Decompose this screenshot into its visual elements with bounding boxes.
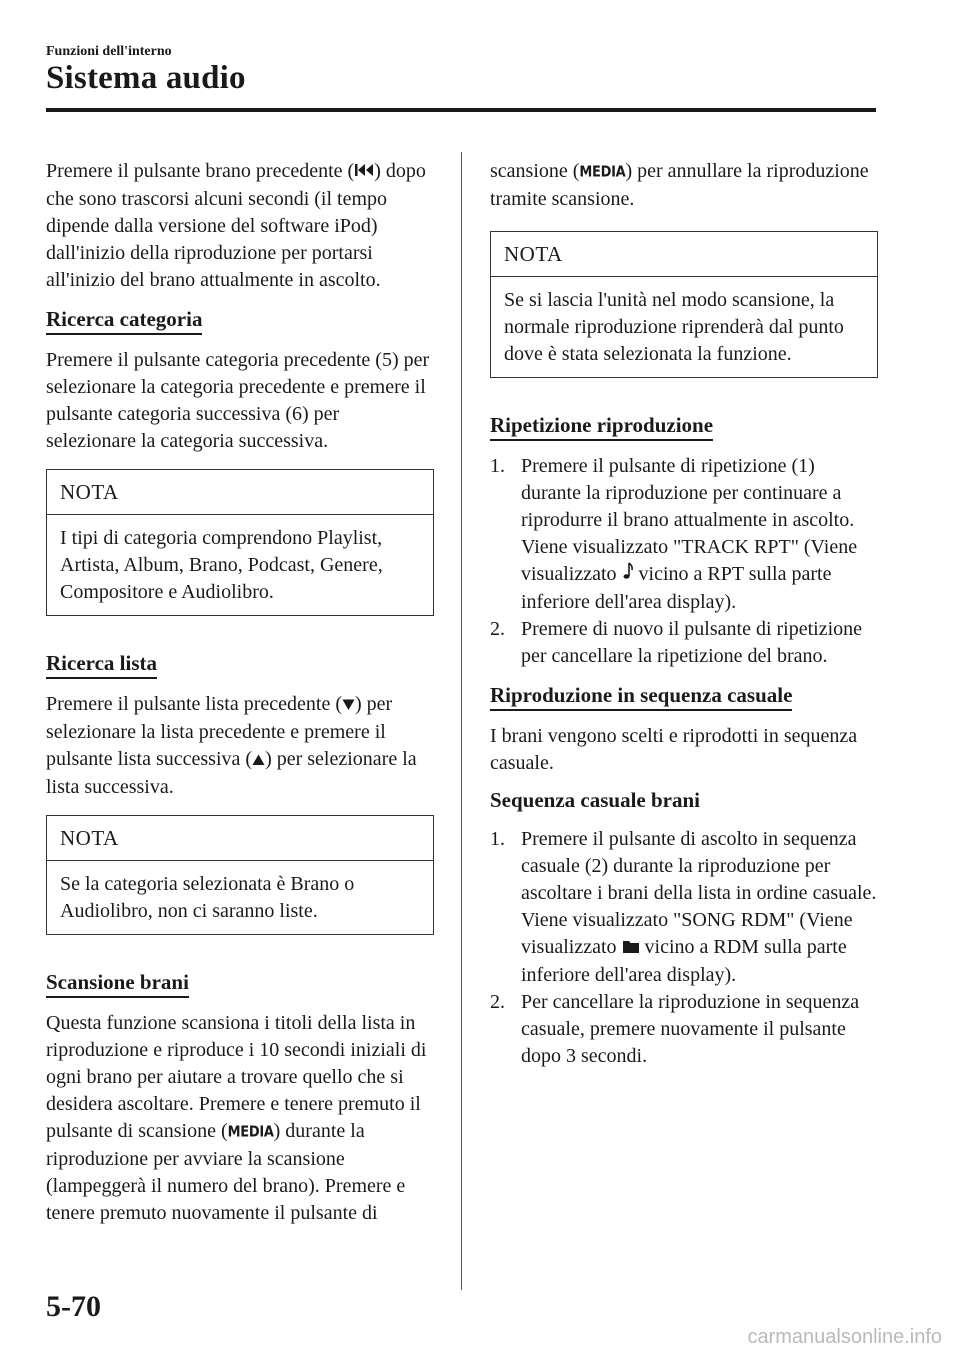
page-number: 5-70 [46, 1290, 101, 1323]
left-column [46, 158, 434, 1237]
note-box [490, 231, 878, 378]
media-button-icon: MEDIA [227, 1123, 274, 1141]
intro-paragraph: Premere il pulsante brano precedente ( ) dopo che sono trascorsi alcuni secondi (il tempo dipende dalla versione del software iPod) dall'inizio della riproduzione per portarsi all'inizio del brano attualmente in ascolto. [46, 160, 426, 291]
random-heading: Riproduzione in sequenza casuale [490, 682, 792, 711]
note-text: Se si lascia l'unità nel modo scansione, la normale riproduzione riprenderà dal punto dove è stata selezionata la funzione. [504, 289, 844, 365]
previous-track-icon [354, 159, 374, 186]
header-rule [46, 108, 876, 112]
note-text: Se la categoria selezionata è Brano o Audiolibro, non ci saranno liste. [60, 872, 355, 922]
column-divider [461, 152, 462, 1290]
random-steps [490, 826, 878, 1070]
note-title: NOTA [491, 232, 877, 277]
list-item: 1. Premere il pulsante di ascolto in sequenza casuale (2) durante la riproduzione per ascoltare i brani della lista in ordine casuale. Viene visualizzato "SONG RDM" (Viene visualizzato vicino a RDM sulla parte inferiore dell'area display). [490, 828, 877, 987]
note-box [46, 815, 434, 935]
list-item: 2. Per cancellare la riproduzione in sequenza casuale, premere nuovamente il pulsante dopo 3 secondi. [490, 991, 860, 1068]
scan-text: Questa funzione scansiona i titoli della lista in riproduzione e riproduce i 10 secondi iniziali di ogni brano per aiutare a trovare quello che si desidera ascoltare. Premere e tenere premuto il pulsante di scansione (MEDIA) durante la riproduzione per avviare la scansione (lampeggerà il numero del brano). Premere e tenere premuto nuovamente il pulsante di [46, 1011, 427, 1224]
note-title: NOTA [47, 470, 433, 515]
repeat-steps [490, 453, 878, 670]
triangle-up-icon [252, 747, 265, 774]
note-text: I tipi di categoria comprendono Playlist, Artista, Album, Brano, Podcast, Genere, Compositore e Audiolibro. [60, 526, 383, 603]
media-button-icon: MEDIA [579, 163, 626, 182]
category-search-text: Premere il pulsante categoria precedente (5) per selezionare la categoria precedente e premere il pulsante categoria successiva (6) per selezionare la categoria successiva. [46, 348, 430, 452]
header-section: Funzioni dell'interno [46, 44, 172, 59]
random-subheading: Sequenza casuale brani [490, 788, 701, 813]
triangle-down-icon [342, 692, 355, 719]
music-note-icon [622, 561, 634, 589]
scan-continued-text: scansione (MEDIA) per annullare la riproduzione tramite scansione. [490, 158, 878, 213]
note-title: NOTA [47, 816, 433, 861]
list-search-heading: Ricerca lista [46, 650, 157, 679]
category-search-heading: Ricerca categoria [46, 306, 202, 335]
folder-icon [622, 935, 640, 962]
watermark: carmanualsonline.info [747, 1326, 942, 1348]
page-title: Sistema audio [46, 60, 246, 96]
scan-heading: Scansione brani [46, 969, 189, 998]
repeat-heading: Ripetizione riproduzione [490, 412, 713, 441]
list-item: 2. Premere di nuovo il pulsante di ripetizione per cancellare la ripetizione del brano. [490, 618, 863, 668]
list-item: 1. Premere il pulsante di ripetizione (1) durante la riproduzione per continuare a riprodurre il brano attualmente in ascolto. Viene visualizzato "TRACK RPT" (Viene visualizzato vicino a RPT sulla parte inferiore dell'area display). [490, 455, 858, 614]
list-search-text: Premere il pulsante lista precedente ( ) per selezionare la lista precedente e premere il pulsante lista successiva ( ) per selezionare la lista successiva. [46, 692, 417, 798]
random-text: I brani vengono scelti e riprodotti in sequenza casuale. [490, 725, 858, 775]
note-box [46, 469, 434, 616]
right-column [490, 158, 878, 1080]
